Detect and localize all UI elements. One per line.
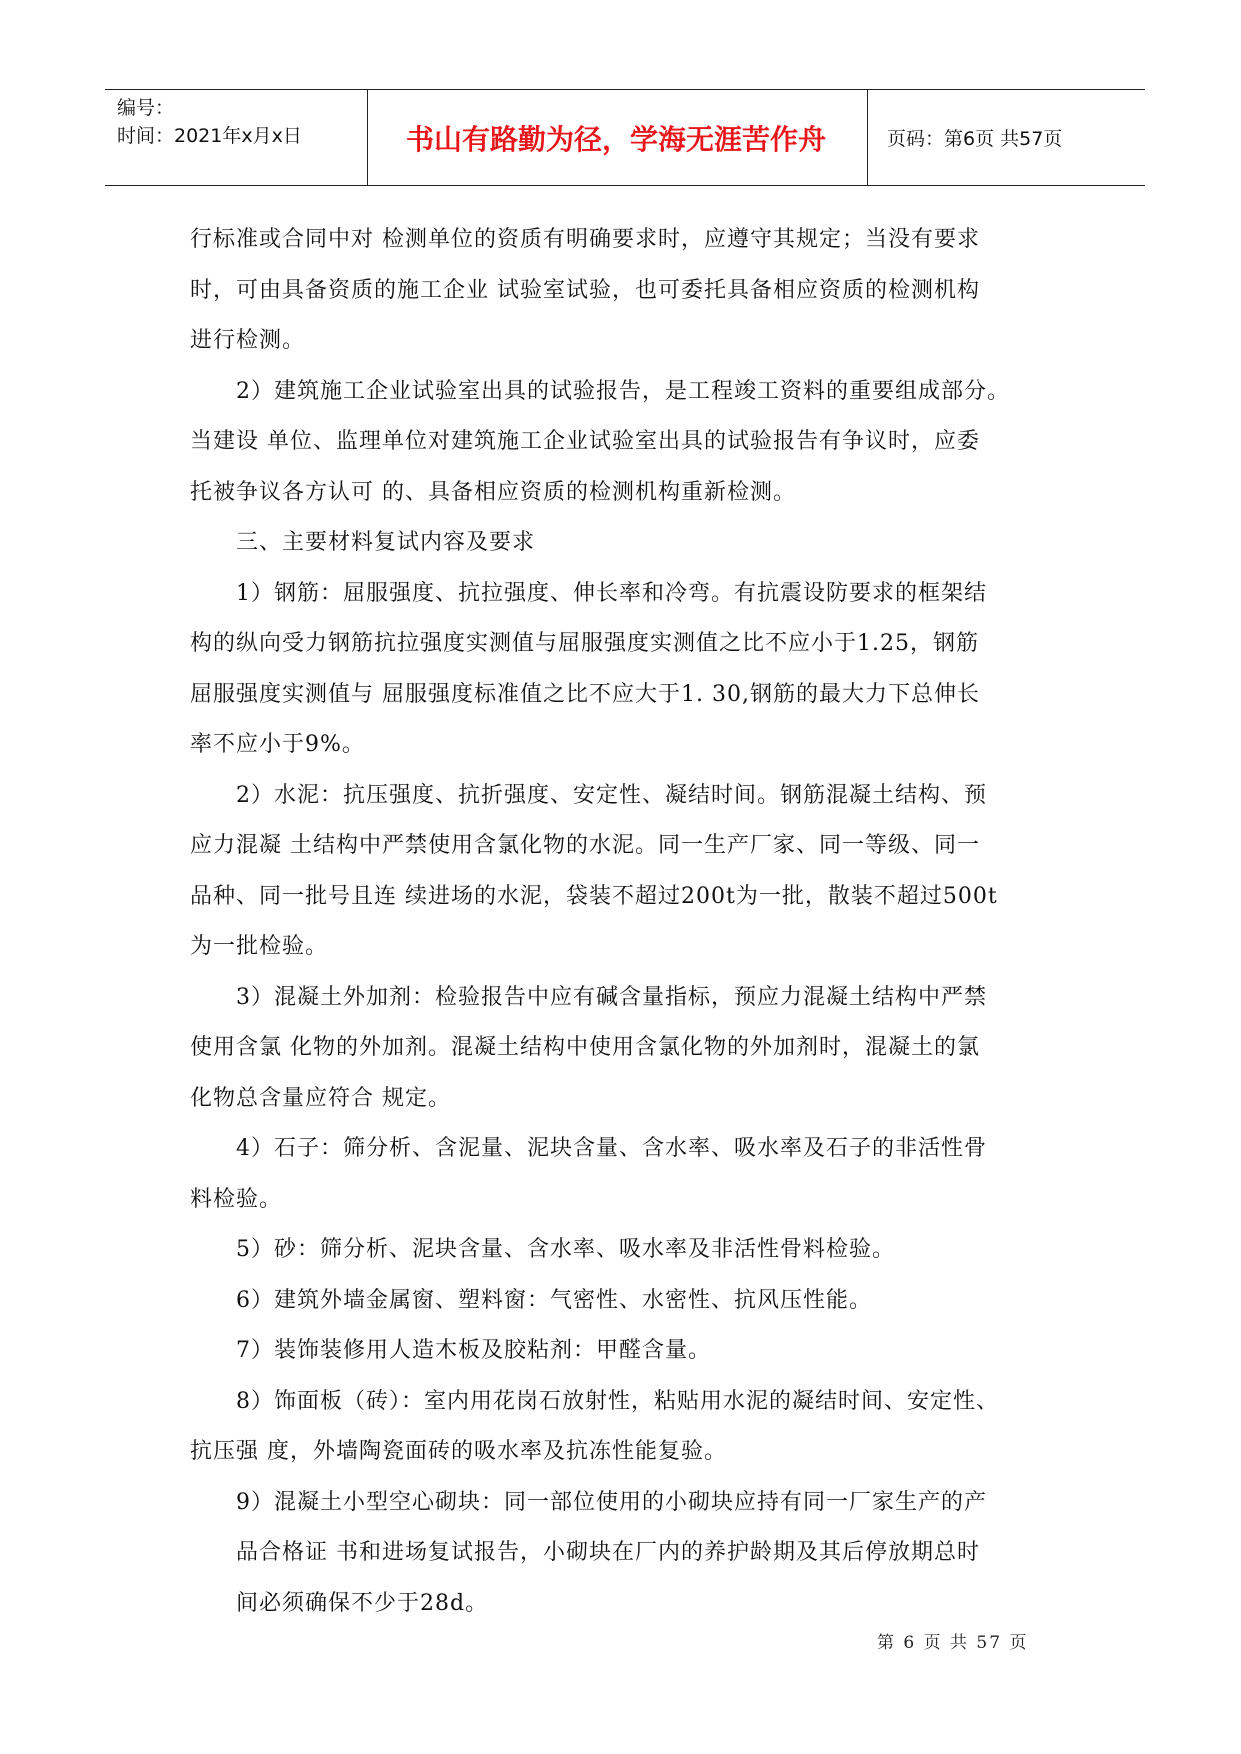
- body-text-line: 应力混凝 土结构中严禁使用含氯化物的水泥。同一生产厂家、同一等级、同一: [190, 833, 980, 858]
- body-text-line: 9）混凝土小型空心砌块：同一部位使用的小砌块应持有同一厂家生产的产: [190, 1489, 987, 1515]
- body-text-line: 5）砂：筛分析、泥块含量、含水率、吸水率及非活性骨料检验。: [190, 1237, 895, 1262]
- body-text-line: 7）装饰装修用人造木板及胶粘剂：甲醛含量。: [190, 1338, 711, 1363]
- body-text-line: 8）饰面板（砖）：室内用花岗石放射性，粘贴用水泥的凝结时间、安定性、: [190, 1388, 999, 1414]
- body-text-line: 品合格证 书和进场复试报告，小砌块在厂内的养护龄期及其后停放期总时: [190, 1540, 980, 1565]
- body-text-line: 4）石子：筛分析、含泥量、泥块含量、含水率、吸水率及石子的非活性骨: [190, 1136, 987, 1161]
- body-text-line: 2）水泥：抗压强度、抗折强度、安定性、凝结时间。钢筋混凝土结构、预: [190, 782, 987, 808]
- body-text-line: 使用含氯 化物的外加剂。混凝土结构中使用含氯化物的外加剂时，混凝土的氯: [190, 1035, 980, 1060]
- body-text-line: 为一批检验。: [190, 934, 329, 959]
- body-text-line: 构的纵向受力钢筋抗拉强度实测值与屈服强度实测值之比不应小于1.25，钢筋: [190, 631, 979, 656]
- body-text-line: 时，可由具备资质的施工企业 试验室试验，也可委托具备相应资质的检测机构: [190, 277, 980, 303]
- body-text-line: 屈服强度实测值与 屈服强度标准值之比不应大于1. 30,钢筋的最大力下总伸长: [190, 681, 980, 707]
- header-meta: [117, 94, 302, 150]
- header-divider-left: [367, 90, 368, 185]
- header-page-info: 页码：第6页 共57页: [887, 128, 1063, 150]
- document-time-label: 时间：2021年x月x日: [117, 125, 302, 147]
- page-footer: 第 6 页 共 57 页: [877, 1633, 1029, 1653]
- body-text-line: 料检验。: [190, 1186, 283, 1212]
- document-number-label: 编号：: [117, 97, 175, 119]
- header-divider-right: [867, 90, 868, 185]
- body-text-line: 3）混凝土外加剂：检验报告中应有碱含量指标，预应力混凝土结构中严禁: [190, 984, 987, 1010]
- body-text-line: 抗压强 度，外墙陶瓷面砖的吸水率及抗冻性能复验。: [190, 1439, 727, 1464]
- body-text-line: 率不应小于9%。: [190, 732, 365, 757]
- body-text-line: 间必须确保不少于28d。: [190, 1590, 489, 1616]
- body-text-line: 品种、同一批号且连 续进场的水泥，袋装不超过200t为一批，散装不超过500t: [190, 883, 998, 909]
- body-text-line: 1）钢筋：屈服强度、抗拉强度、伸长率和冷弯。有抗震设防要求的框架结: [190, 580, 987, 606]
- document-header: [105, 89, 1145, 186]
- body-text-line: 化物总含量应符合 规定。: [190, 1085, 451, 1111]
- body-text-line: 托被争议各方认可 的、具备相应资质的检测机构重新检测。: [190, 479, 796, 505]
- document-body: [190, 215, 1070, 1629]
- body-text-line: 2）建筑施工企业试验室出具的试验报告，是工程竣工资料的重要组成部分。: [190, 378, 1010, 404]
- body-text-line: 6）建筑外墙金属窗、塑料窗：气密性、水密性、抗风压性能。: [190, 1287, 872, 1313]
- body-text-line: 进行检测。: [190, 328, 306, 353]
- body-text-line: 当建设 单位、监理单位对建筑施工企业试验室出具的试验报告有争议时，应委: [190, 429, 980, 454]
- body-text-line: 行标准或合同中对 检测单位的资质有明确要求时，应遵守其规定；当没有要求: [190, 227, 980, 252]
- body-text-line: 三、主要材料复试内容及要求: [190, 530, 536, 555]
- header-motto: 书山有路勤为径，学海无涯苦作舟: [405, 122, 826, 156]
